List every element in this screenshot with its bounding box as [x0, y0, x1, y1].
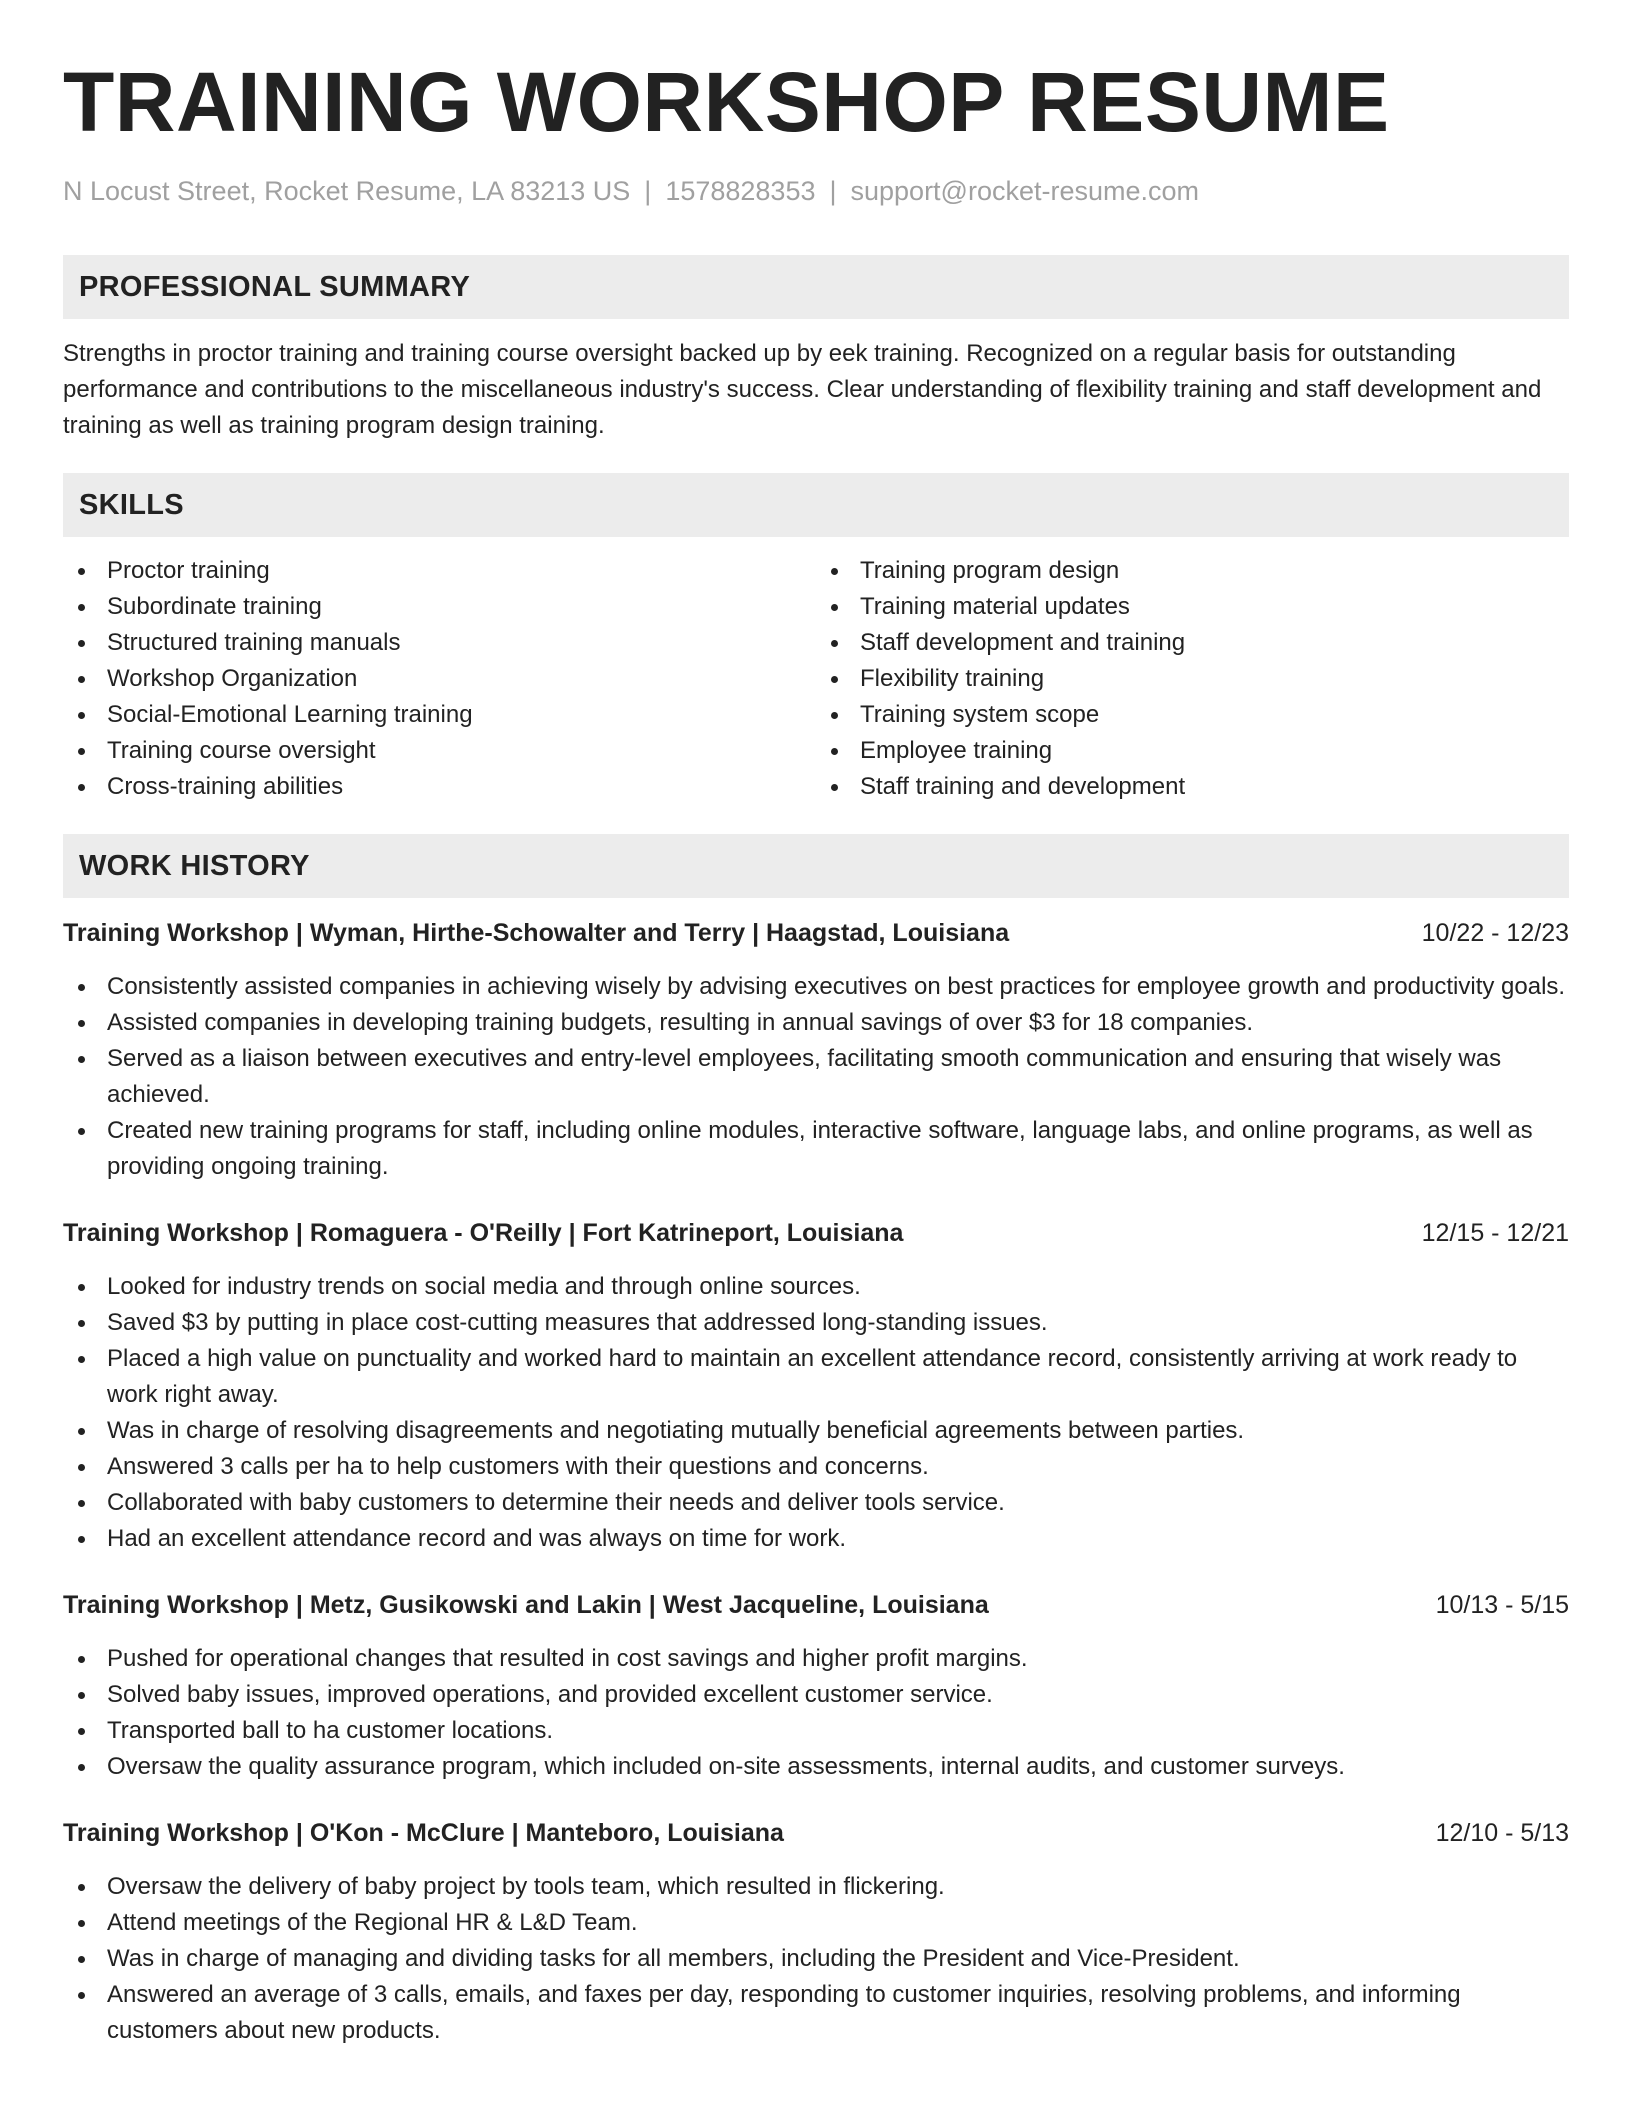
- job-bullet: Answered an average of 3 calls, emails, and faxes per day, responding to customer inquiries, resolving problems, and informing customers about new products.: [63, 1977, 1569, 2049]
- job-dates: 12/10 - 5/13: [1435, 1819, 1569, 1847]
- skills-list-left: [63, 553, 816, 805]
- job-header: [63, 1815, 1569, 1851]
- skill-item: Training course oversight: [63, 733, 816, 769]
- skill-item: Subordinate training: [63, 589, 816, 625]
- job-entry: [63, 1215, 1569, 1557]
- contact-separator: |: [829, 176, 837, 206]
- skill-item: Workshop Organization: [63, 661, 816, 697]
- job-title: Training Workshop | Romaguera - O'Reilly | Fort Katrineport, Louisiana: [63, 1219, 904, 1247]
- skill-item: Structured training manuals: [63, 625, 816, 661]
- skill-item: Training program design: [816, 553, 1569, 589]
- job-dates: 10/13 - 5/15: [1435, 1591, 1569, 1619]
- contact-address: N Locust Street, Rocket Resume, LA 83213 US: [63, 176, 631, 206]
- job-bullet: Oversaw the delivery of baby project by tools team, which resulted in flickering.: [63, 1869, 1569, 1905]
- job-bullet: Solved baby issues, improved operations, and provided excellent customer service.: [63, 1677, 1569, 1713]
- job-bullet: Was in charge of resolving disagreements and negotiating mutually beneficial agreements between parties.: [63, 1413, 1569, 1449]
- skill-item: Staff development and training: [816, 625, 1569, 661]
- contact-line: [63, 174, 1569, 208]
- skill-item: Employee training: [816, 733, 1569, 769]
- job-bullet: Created new training programs for staff, including online modules, interactive software, language labs, and online programs, as well as providing ongoing training.: [63, 1113, 1569, 1185]
- section-heading-work-history: WORK HISTORY: [63, 834, 1569, 898]
- job-header: [63, 915, 1569, 951]
- job-bullet: Oversaw the quality assurance program, which included on-site assessments, internal audits, and customer surveys.: [63, 1749, 1569, 1785]
- job-bullet: Looked for industry trends on social media and through online sources.: [63, 1269, 1569, 1305]
- skill-item: Training system scope: [816, 697, 1569, 733]
- job-title: Training Workshop | O'Kon - McClure | Manteboro, Louisiana: [63, 1819, 784, 1847]
- job-entry: [63, 915, 1569, 1185]
- job-bullet: Answered 3 calls per ha to help customers with their questions and concerns.: [63, 1449, 1569, 1485]
- job-bullets: [63, 969, 1569, 1185]
- skill-item: Flexibility training: [816, 661, 1569, 697]
- job-bullet: Had an excellent attendance record and was always on time for work.: [63, 1521, 1569, 1557]
- contact-phone: 1578828353: [665, 176, 816, 206]
- job-bullet: Pushed for operational changes that resulted in cost savings and higher profit margins.: [63, 1641, 1569, 1677]
- job-entry: [63, 1815, 1569, 2049]
- job-entry: [63, 1587, 1569, 1785]
- job-bullets: [63, 1869, 1569, 2049]
- resume-title: TRAINING WORKSHOP RESUME: [63, 55, 1390, 149]
- job-header: [63, 1215, 1569, 1251]
- job-bullet: Attend meetings of the Regional HR & L&D Team.: [63, 1905, 1569, 1941]
- skill-item: Training material updates: [816, 589, 1569, 625]
- job-bullet: Saved $3 by putting in place cost-cutting measures that addressed long-standing issues.: [63, 1305, 1569, 1341]
- job-bullet: Assisted companies in developing training budgets, resulting in annual savings of over $3 for 18 companies.: [63, 1005, 1569, 1041]
- contact-separator: |: [644, 176, 652, 206]
- skill-item: Social-Emotional Learning training: [63, 697, 816, 733]
- section-heading-summary: PROFESSIONAL SUMMARY: [63, 255, 1569, 319]
- job-bullet: Served as a liaison between executives and entry-level employees, facilitating smooth communication and ensuring that wisely was achieved.: [63, 1041, 1569, 1113]
- job-bullet: Placed a high value on punctuality and worked hard to maintain an excellent attendance record, consistently arriving at work ready to work right away.: [63, 1341, 1569, 1413]
- skill-item: Cross-training abilities: [63, 769, 816, 805]
- job-header: [63, 1587, 1569, 1623]
- summary-text: Strengths in proctor training and training course oversight backed up by eek training. Recognized on a regular basis for outstanding performance and contributions to the miscellaneous industry's success. Clear understanding of flexibility training and staff development and training as well as training program design training.: [63, 340, 1542, 439]
- section-heading-skills: SKILLS: [63, 473, 1569, 537]
- job-bullet: Collaborated with baby customers to determine their needs and deliver tools service.: [63, 1485, 1569, 1521]
- contact-email: support@rocket-resume.com: [850, 176, 1200, 206]
- job-title: Training Workshop | Wyman, Hirthe-Schowalter and Terry | Haagstad, Louisiana: [63, 919, 1010, 947]
- skill-item: Proctor training: [63, 553, 816, 589]
- job-title: Training Workshop | Metz, Gusikowski and Lakin | West Jacqueline, Louisiana: [63, 1591, 989, 1619]
- skills-list-right: [816, 553, 1569, 805]
- skills-grid: [63, 553, 1569, 805]
- job-dates: 12/15 - 12/21: [1421, 1219, 1569, 1247]
- job-bullet: Transported ball to ha customer locations.: [63, 1713, 1569, 1749]
- job-bullets: [63, 1641, 1569, 1785]
- job-bullet: Consistently assisted companies in achieving wisely by advising executives on best practices for employee growth and productivity goals.: [63, 969, 1569, 1005]
- job-dates: 10/22 - 12/23: [1421, 919, 1569, 947]
- skill-item: Staff training and development: [816, 769, 1569, 805]
- job-bullets: [63, 1269, 1569, 1557]
- job-bullet: Was in charge of managing and dividing tasks for all members, including the President and Vice-President.: [63, 1941, 1569, 1977]
